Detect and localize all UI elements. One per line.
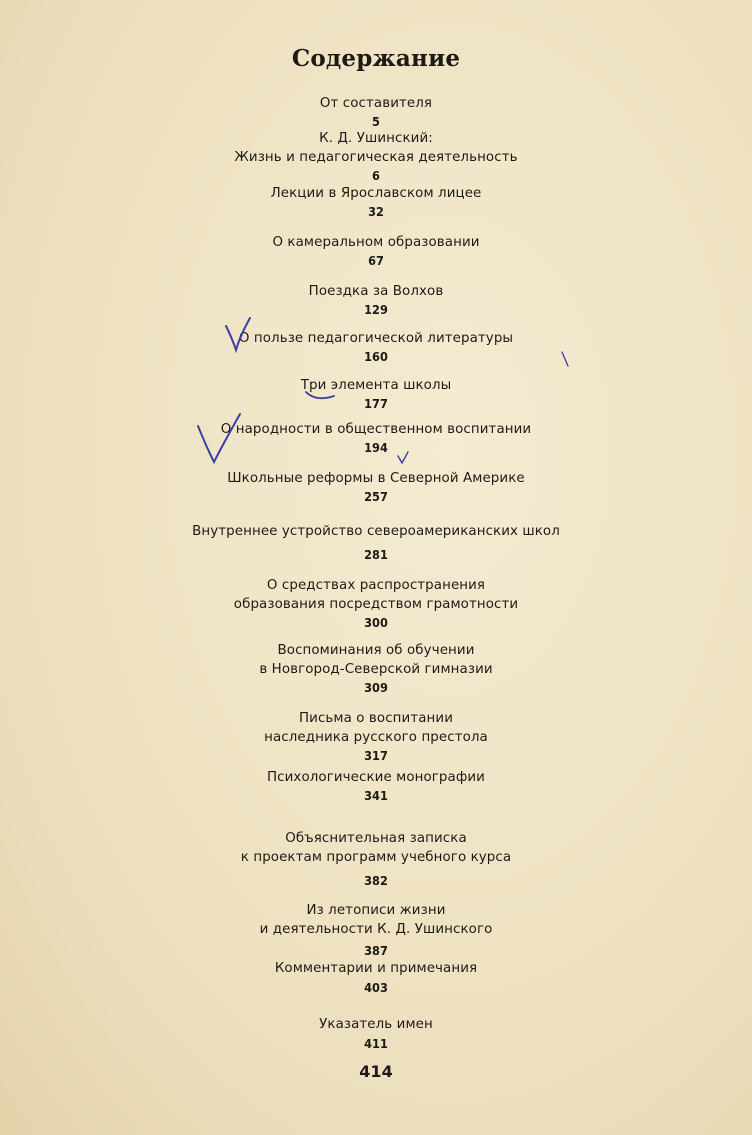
toc-entry-page: 32	[368, 204, 384, 219]
toc-entry-title: Комментарии и примечания	[274, 961, 478, 976]
toc-entry	[0, 901, 752, 959]
toc-entry-title: Внутреннее устройство североамериканских школ	[192, 524, 560, 539]
toc-entry-title: Жизнь и педагогическая деятельность	[234, 150, 518, 165]
toc-entry-title: образования посредством грамотности	[233, 597, 519, 612]
toc-entry-page: 194	[364, 440, 388, 455]
toc-entry-page: 382	[364, 873, 388, 888]
toc-entry-title: Указатель имен	[319, 1017, 433, 1032]
toc-entry	[0, 522, 752, 563]
toc-entry-page: 341	[364, 788, 388, 803]
toc-entry-page: 309	[364, 680, 388, 695]
toc-entry-page: 160	[364, 349, 388, 364]
toc-entry-title: О народности в общественном воспитании	[220, 422, 532, 437]
toc-entry-page: 5	[372, 114, 380, 129]
toc-entry	[0, 829, 752, 889]
toc-entry-title: О пользе педагогической литературы	[238, 331, 514, 346]
toc-entry-title: Три элемента школы	[300, 378, 452, 393]
toc-entry-title: Объяснительная записка	[285, 831, 467, 846]
toc-entry-title: Поездка за Волхов	[308, 284, 444, 299]
toc-entry-title: От составителя	[319, 96, 433, 111]
toc-entry-title: О камеральном образовании	[272, 235, 480, 250]
toc-entry	[0, 768, 752, 804]
toc-entry	[0, 641, 752, 696]
toc-entry	[0, 329, 752, 365]
toc-entry	[0, 469, 752, 505]
toc-entry	[0, 576, 752, 631]
toc-entry	[0, 94, 752, 130]
toc-entry-page: 411	[364, 1036, 388, 1051]
toc-entry-page: 387	[364, 943, 388, 958]
toc-entry	[0, 709, 752, 764]
toc-entry	[0, 184, 752, 220]
toc-entry-title: Воспоминания об обучении	[277, 643, 475, 658]
toc-entry-title: наследника русского престола	[264, 730, 488, 745]
toc-entry	[0, 129, 752, 184]
toc-entry-page: 67	[368, 253, 384, 268]
toc-entry	[0, 282, 752, 318]
toc-entry-page: 300	[364, 615, 388, 630]
toc-entry-page: 177	[364, 396, 388, 411]
toc-entry-title: Лекции в Ярославском лицее	[270, 186, 482, 201]
toc-entry-title: Школьные реформы в Северной Америке	[227, 471, 525, 486]
toc-entry	[0, 420, 752, 456]
toc-entry	[0, 233, 752, 269]
toc-entry-title: Из летописи жизни	[306, 903, 446, 918]
toc-entry-title: к проектам программ учебного курса	[240, 850, 512, 865]
toc-entry	[0, 1015, 752, 1052]
toc-entry-title: О средствах распространения	[266, 578, 486, 593]
toc-entry-page: 6	[372, 168, 380, 183]
page-number: 414	[359, 1062, 393, 1081]
toc-entry-title: в Новгород-Северской гимназии	[259, 662, 493, 677]
toc-entry	[0, 959, 752, 996]
toc-entry-title: Психологические монографии	[267, 770, 485, 785]
toc-entry	[0, 376, 752, 412]
toc-entry-title: Письма о воспитании	[298, 711, 453, 726]
page-title: Содержание	[291, 45, 461, 72]
toc-entry-title: и деятельности К. Д. Ушинского	[259, 922, 493, 937]
toc-entry-page: 403	[364, 980, 388, 995]
toc-entry-page: 257	[364, 489, 388, 504]
toc-entry-title: К. Д. Ушинский:	[319, 131, 433, 146]
toc-entry-page: 317	[364, 748, 388, 763]
toc-entry-page: 281	[364, 547, 388, 562]
toc-entry-page: 129	[364, 302, 388, 317]
